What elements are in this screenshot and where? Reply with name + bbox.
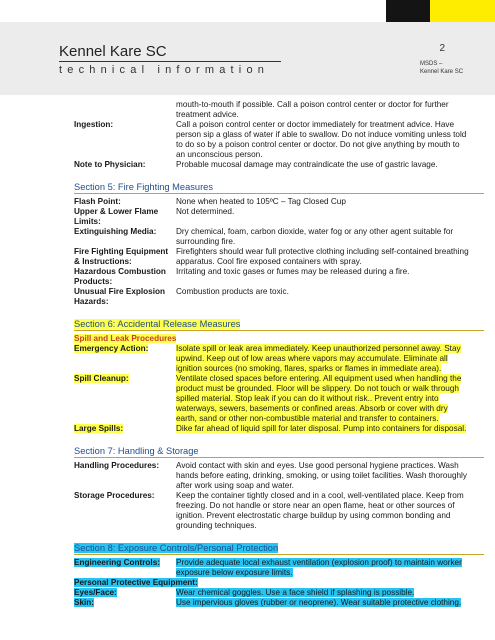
media-label: Extinguishing Media:	[74, 227, 157, 236]
storage-row	[74, 491, 470, 531]
explosion-label: Unusual Fire Explosion Hazards:	[74, 287, 165, 306]
skin-text: Use impervious gloves (rubber or neoprene). Wear suitable protective clothing.	[176, 598, 462, 607]
ingestion-label: Ingestion:	[74, 120, 114, 129]
physician-row	[74, 160, 470, 170]
large-spills-label: Large Spills:	[74, 424, 124, 433]
header-rule	[59, 61, 281, 62]
emergency-text: Isolate spill or leak area immediately. Keep unauthorized personnel away. Stay upwind. Keep out of low areas where vapors may accumulate. Eliminate all ignition sources (no smoking, flares, sparks or flames in immediate area).	[176, 344, 461, 373]
handling-text: Avoid contact with skin and eyes. Use good personal hygiene practices. Wash hands before eating, drinking, smoking, or using toilet facilities. Wash thoroughly after work using soap and water.	[176, 461, 467, 490]
ingestion-row	[74, 120, 470, 160]
section-8-title	[74, 543, 484, 555]
section-6-title-text: Section 6: Accidental Release Measures	[74, 319, 241, 329]
storage-label: Storage Procedures:	[74, 491, 155, 500]
eyes-row	[74, 588, 470, 598]
header-yellow-block	[430, 0, 495, 22]
large-spills-row	[74, 424, 470, 434]
skin-label: Skin:	[74, 598, 95, 607]
physician-label: Note to Physician:	[74, 160, 146, 169]
limits-row	[74, 207, 470, 227]
cleanup-row	[74, 374, 470, 424]
emergency-label: Emergency Action:	[74, 344, 149, 353]
hazard-text: Irritating and toxic gases or fumes may be released during a fire.	[176, 267, 410, 276]
header-meta	[420, 60, 463, 76]
media-text: Dry chemical, foam, carbon dioxide, water fog or any other agent suitable for surrounding fire.	[176, 227, 454, 246]
equipment-row	[74, 247, 470, 267]
eyes-text: Wear chemical goggles. Use a face shield if splashing is possible.	[176, 588, 415, 597]
large-spills-text: Dike far ahead of liquid spill for later disposal. Pump into containers for disposal.	[176, 424, 467, 433]
equipment-text: Firefighters should wear full protective clothing including self-contained breathing apparatus. Cool fire exposed containers with spray.	[176, 247, 469, 266]
document-body	[74, 100, 470, 608]
flash-label: Flash Point:	[74, 197, 121, 206]
ingestion-text: Call a poison control center or doctor immediately for treatment advice. Have person sip a glass of water if able to swallow. Do not induce vomiting unless told to do so by a poison control center or doctor. Do not give anything by mouth to an unconscious person.	[176, 120, 467, 159]
cleanup-text: Ventilate closed spaces before entering. All equipment used when handling the product must be grounded. Floor will be slippery. Do not touch or walk through spilled material. Stop leak if you can do it without risk.. Prevent entry into waterways, sewers, basements or confined areas. Absorb or cover with dry earth, sand or other non-combustible material and transfer to containers.	[176, 374, 462, 423]
flash-text: None when heated to 105ºC – Tag Closed Cup	[176, 197, 346, 206]
engineering-row	[74, 558, 470, 578]
meta-line-1: MSDS –	[420, 61, 443, 67]
flash-row	[74, 197, 470, 207]
meta-line-2: Kennel Kare SC	[420, 69, 464, 75]
hazard-label: Hazardous Combustion Products:	[74, 267, 166, 286]
continuation-text: mouth-to-mouth if possible. Call a poison control center or doctor for further treatment advice.	[176, 100, 449, 119]
handling-label: Handling Procedures:	[74, 461, 160, 470]
eyes-label: Eyes/Face:	[74, 588, 117, 597]
limits-label: Upper & Lower Flame Limits:	[74, 207, 159, 226]
ppe-title: Personal Protective Equipment:	[74, 578, 198, 587]
storage-text: Keep the container tightly closed and in a cool, well-ventilated place. Keep from freezing. Do not handle or store near an open flame, heat or other sources of ignition. Prevent electrostatic charge buildup by using common bonding and grounding techniques.	[176, 491, 464, 530]
explosion-text: Combustion products are toxic.	[176, 287, 289, 296]
spill-procedures-title: Spill and Leak Procedures	[74, 334, 177, 343]
section-8-title-text: Section 8: Exposure Controls/Personal Protection	[74, 543, 279, 553]
page-number: 2	[439, 43, 445, 54]
limits-text: Not determined.	[176, 207, 235, 216]
physician-text: Probable mucosal damage may contraindicate the use of gastric lavage.	[176, 160, 438, 169]
header-black-block	[386, 0, 430, 22]
explosion-row	[74, 287, 470, 307]
engineering-label: Engineering Controls:	[74, 558, 160, 567]
hazard-row	[74, 267, 470, 287]
section-5-title: Section 5: Fire Fighting Measures	[74, 182, 484, 194]
company-name: Kennel Kare SC	[59, 43, 167, 60]
handling-row	[74, 461, 470, 491]
cleanup-label: Spill Cleanup:	[74, 374, 129, 383]
skin-row	[74, 598, 470, 608]
section-7-title: Section 7: Handling & Storage	[74, 446, 484, 458]
media-row	[74, 227, 470, 247]
section-6-title	[74, 319, 484, 331]
engineering-text: Provide adequate local exhaust ventilation (explosion proof) to maintain worker exposure below exposure limits.	[176, 558, 462, 577]
continuation-row	[74, 100, 470, 120]
equipment-label: Fire Fighting Equipment & Instructions:	[74, 247, 169, 266]
header-tagline: technical information	[59, 64, 270, 76]
emergency-row	[74, 344, 470, 374]
